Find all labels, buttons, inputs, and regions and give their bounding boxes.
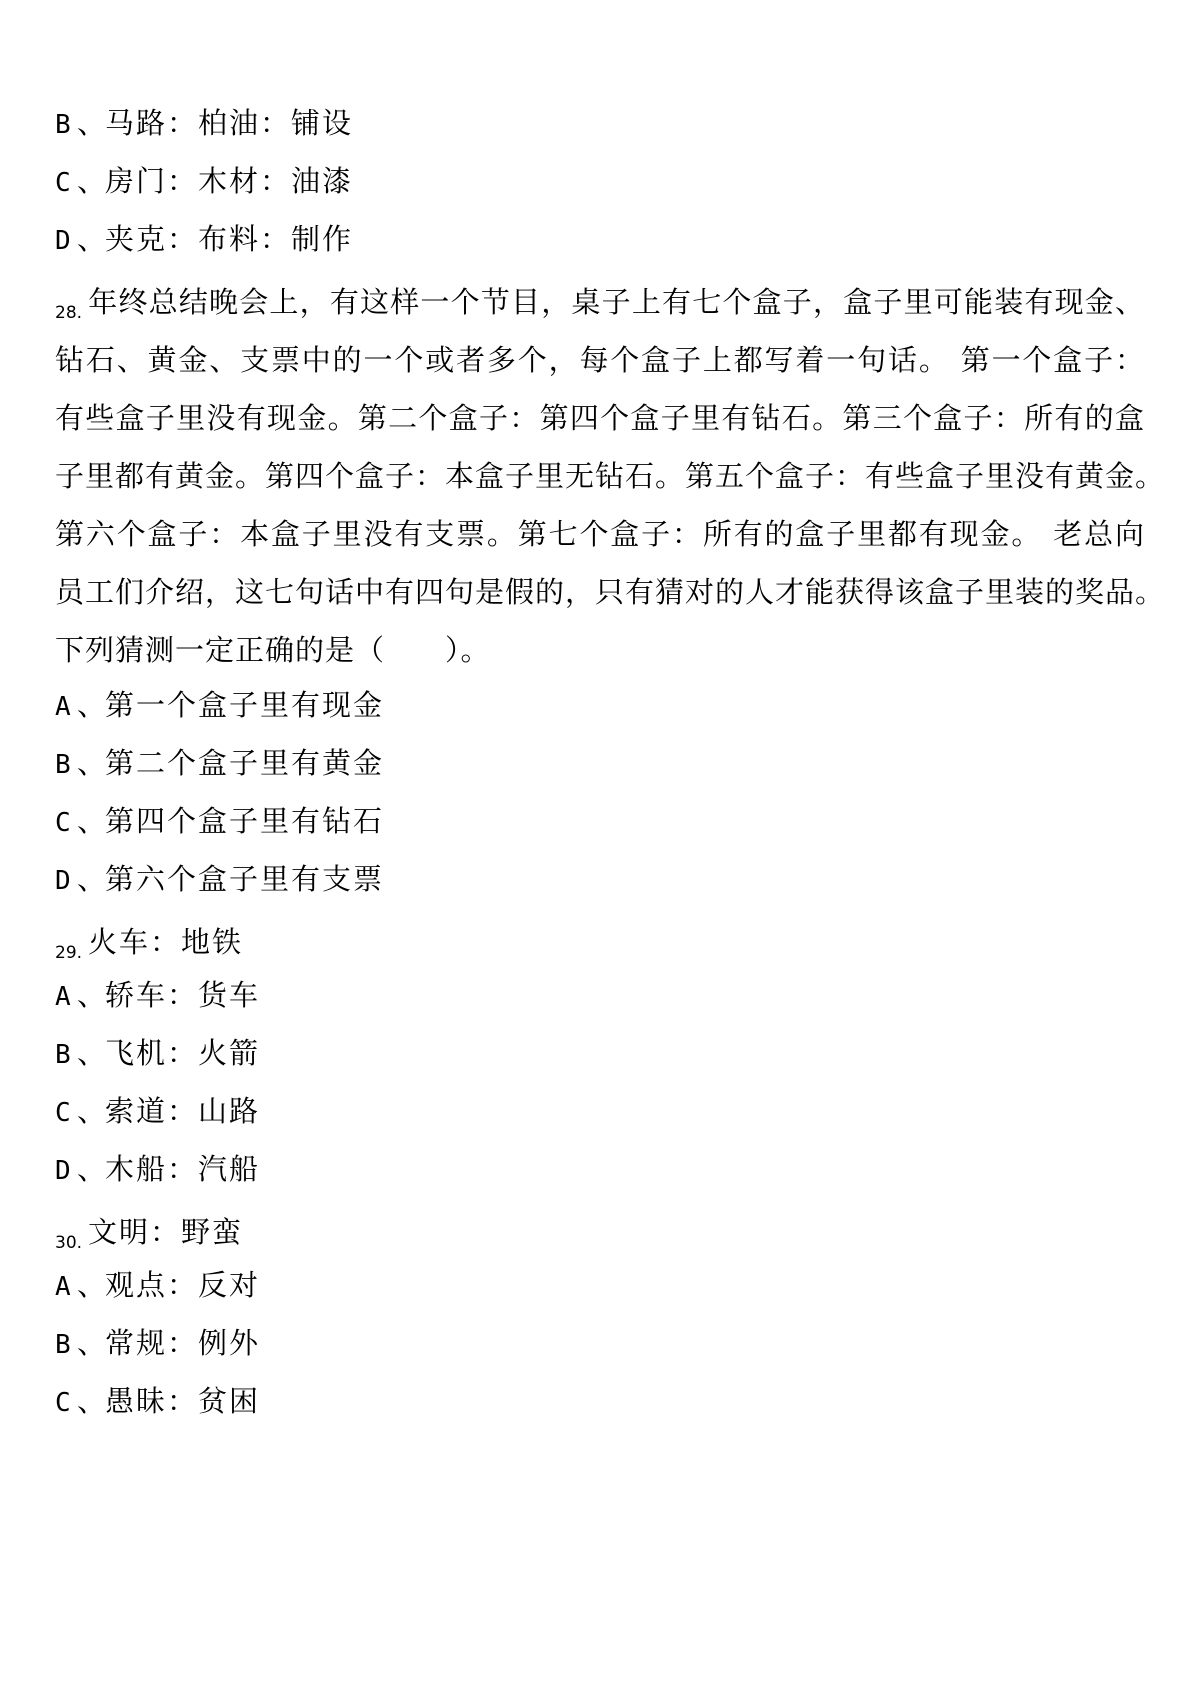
option-letter: A [55,692,73,722]
option-text: 观点：反对 [105,1268,261,1302]
question-28-stem [55,282,1166,688]
option-text: 愚昧：贫困 [105,1384,261,1418]
option-text: 房门：木材：油漆 [105,164,354,198]
stem-line: 下列猜测一定正确的是（ ）。 [55,633,491,667]
stem-line: 有些盒子里没有现金。第二个盒子：第四个盒子里有钻石。第三个盒子：所有的盒 [55,401,1145,435]
option-letter: B [55,750,73,780]
option-separator: 、 [77,106,109,140]
option-letter: C [55,168,73,198]
option-a [55,1265,260,1307]
option-separator: 、 [77,978,109,1012]
option-separator: 、 [77,164,109,198]
option-separator: 、 [77,222,109,256]
option-separator: 、 [77,1036,109,1070]
option-c [55,801,384,843]
stem-line: 员工们介绍，这七句话中有四句是假的，只有猜对的人才能获得该盒子里装的奖品。 [55,575,1166,609]
option-separator: 、 [77,1094,109,1128]
option-text: 第二个盒子里有黄金 [105,746,385,780]
option-separator: 、 [77,688,109,722]
option-text: 马路：柏油：铺设 [105,106,354,140]
option-text: 常规：例外 [105,1326,261,1360]
option-d [55,1149,260,1191]
question-29-stem [55,922,243,973]
option-c [55,161,353,203]
option-letter: A [55,982,73,1012]
option-text: 木船：汽船 [105,1152,261,1186]
option-text: 索道：山路 [105,1094,261,1128]
option-b [55,103,353,145]
option-letter: C [55,808,73,838]
option-letter: D [55,866,73,896]
option-separator: 、 [77,746,109,780]
option-letter: A [55,1272,73,1302]
stem-text: 火车：地铁 [88,925,244,959]
option-b [55,1323,260,1365]
option-text: 夹克：布料：制作 [105,222,354,256]
stem-line: 钻石、黄金、支票中的一个或者多个，每个盒子上都写着一句话。 第一个盒子： [55,343,1145,377]
option-text: 第一个盒子里有现金 [105,688,385,722]
stem-line: 第六个盒子：本盒子里没有支票。第七个盒子：所有的盒子里都有现金。 老总向 [55,517,1145,551]
stem-line [55,282,1145,322]
option-separator: 、 [77,862,109,896]
option-b [55,1033,260,1075]
option-letter: B [55,1040,73,1070]
option-text: 第四个盒子里有钻石 [105,804,385,838]
option-letter: B [55,1330,73,1360]
option-text: 飞机：火箭 [105,1036,261,1070]
stem-text: 文明：野蛮 [88,1215,244,1249]
option-d [55,219,353,261]
option-c [55,1091,260,1133]
option-a [55,975,260,1017]
option-separator: 、 [77,1152,109,1186]
option-text: 第六个盒子里有支票 [105,862,385,896]
option-separator: 、 [77,804,109,838]
option-b [55,743,384,785]
option-text: 轿车：货车 [105,978,261,1012]
option-d [55,859,384,901]
question-number: 28. [55,303,83,323]
option-separator: 、 [77,1326,109,1360]
option-separator: 、 [77,1384,109,1418]
option-letter: D [55,1156,73,1186]
option-a [55,685,384,727]
option-c [55,1381,260,1423]
option-letter: B [55,110,73,140]
stem-text: 年终总结晚会上，有这样一个节目，桌子上有七个盒子，盒子里可能装有现金、 [88,285,1145,319]
option-letter: C [55,1098,73,1128]
option-separator: 、 [77,1268,109,1302]
question-number: 29. [55,943,83,963]
question-30-stem [55,1212,243,1263]
option-letter: C [55,1388,73,1418]
stem-line: 子里都有黄金。第四个盒子：本盒子里无钻石。第五个盒子：有些盒子里没有黄金。 [55,459,1166,493]
question-number: 30. [55,1233,83,1253]
option-letter: D [55,226,73,256]
